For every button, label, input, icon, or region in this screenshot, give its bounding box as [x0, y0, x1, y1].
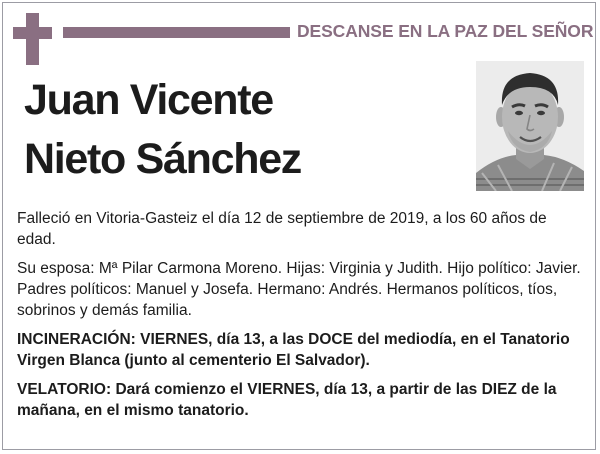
- portrait-photo: [476, 61, 584, 191]
- wake-notice: VELATORIO: Dará comienzo el VIERNES, día 13, a partir de las DIEZ de la mañana, en el mismo tanatorio.: [17, 381, 557, 419]
- obituary-card: [2, 2, 596, 450]
- deceased-name-line1: Juan Vicente: [24, 76, 273, 124]
- header-title: DESCANSE EN LA PAZ DEL SEÑOR: [297, 21, 594, 41]
- cremation-notice: INCINERACIÓN: VIERNES, día 13, a las DOCE del mediodía, en el Tanatorio Virgen Blanca (junto al cementerio El Salvador).: [17, 331, 570, 369]
- obituary-body: [17, 208, 589, 429]
- family-list: Su esposa: Mª Pilar Carmona Moreno. Hijas: Virginia y Judith. Hijo político: Javier. Padres políticos: Manuel y Josefa. Hermano: Andrés. Hermanos políticos, tíos, sobrinos y demás familia.: [17, 260, 581, 319]
- cross-icon-arm: [13, 27, 52, 39]
- cross-icon: [26, 13, 39, 65]
- deceased-name-line2: Nieto Sánchez: [24, 135, 302, 183]
- header-divider-bar: [63, 27, 290, 38]
- death-notice: Falleció en Vitoria-Gasteiz el día 12 de septiembre de 2019, a los 60 años de edad.: [17, 210, 547, 248]
